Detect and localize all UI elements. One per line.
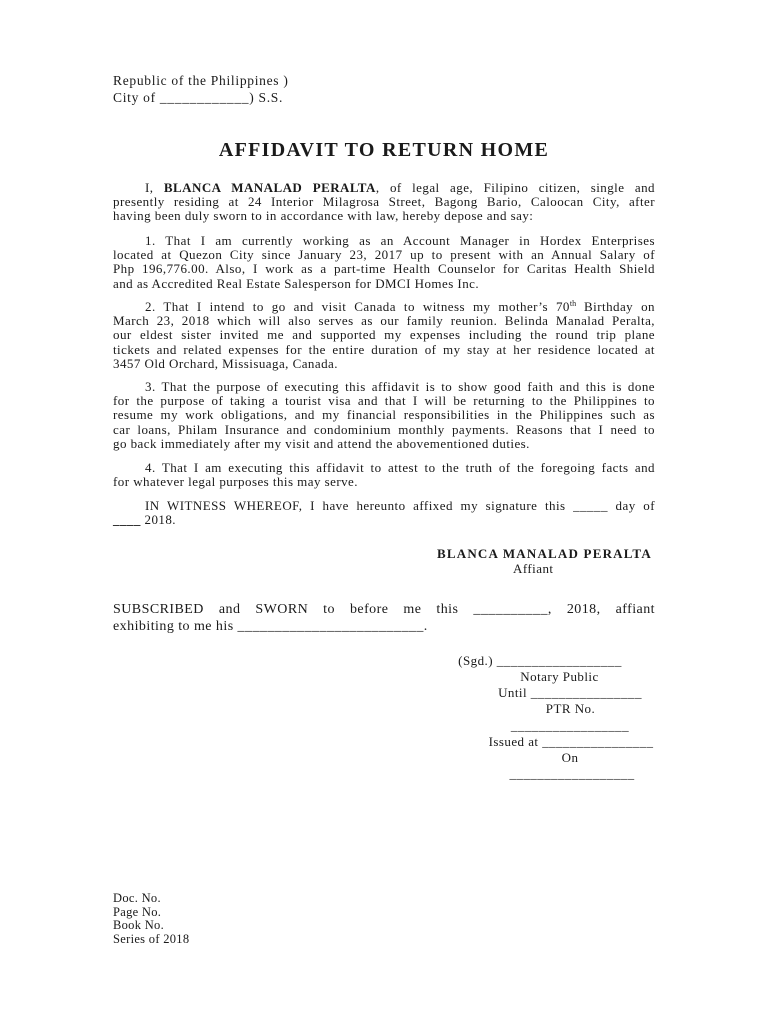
statement-text: 2. That I intend to go and visit Canada to witness my mother’s 70 [145,299,570,314]
ptr-number-blank: _________________ [510,718,630,733]
issued-on-blank: __________________ [509,766,635,781]
page-number: Page No. [113,904,162,919]
statement-line: March 23, 2018 which will also serves as our family reunion. Belinda Manalad Peralta, [113,313,655,329]
notarial-register [113,892,189,947]
jurat-line: SUBSCRIBED and SWORN to before me this __________, 2018, affiant [113,601,655,617]
witness-clause [113,499,655,527]
ptr-label: PTR No. [545,701,596,716]
jurat [113,601,655,635]
statement-line [113,300,655,314]
month-blank: ____ [113,512,141,528]
ordinal-superscript: th [569,299,577,308]
notary-signature-line: (Sgd.) __________________ [458,653,622,668]
statement-2 [113,300,655,371]
statement-line: 1. That I am currently working as an Account Manager in Hordex Enterprises [145,233,655,248]
statement-line: our eldest sister invited me and supported my expenses including the round trip plane [113,327,655,343]
intro-paragraph [113,181,655,224]
intro-line: having been duly sworn to in accordance with law, hereby depose and say: [113,208,534,224]
statement-3 [113,380,655,451]
venue-header [113,72,289,106]
statement-line: go back immediately after my visit and attend the abovementioned duties. [113,435,530,451]
affiant-label: Affiant [513,561,554,576]
statement-line: located at Quezon City since January 23, 2017 up to present with an Annual Salary of [113,247,655,263]
affiant-signature-name: BLANCA MANALAD PERALTA [437,546,652,561]
doc-number: Doc. No. [113,891,161,905]
intro-prefix: I, [145,180,164,195]
intro-line [113,181,655,195]
witness-year: 2018. [140,512,177,528]
statement-line: tickets and related expenses for the entire duration of my stay at her residence located at [113,341,655,357]
series-year: Series of 2018 [113,932,190,947]
notary-title: Notary Public [520,669,599,684]
statement-line: Php 196,776.00. Also, I work as a part-time Health Counselor for Caritas Health Shield [113,261,655,277]
venue-city: City of ____________) S.S. [113,89,284,105]
statement-line: 3457 Old Orchard, Missisuaga, Canada. [113,355,338,371]
intro-rest: , of legal age, Filipino citizen, single and [375,180,655,195]
statement-line: car loans, Philam Insurance and condominium monthly payments. Reasons that I need to [113,421,655,437]
venue-country: Republic of the Philippines ) [113,72,289,88]
statement-line: for the purpose of taking a tourist visa and that I will be returning to the Philippines to [113,393,655,409]
witness-line [113,513,655,527]
statement-line: for whatever legal purposes this may serve. [113,474,358,490]
statement-line: 4. That I am executing this affidavit to attest to the truth of the foregoing facts and [145,460,655,475]
witness-line: IN WITNESS WHEREOF, I have hereunto affixed my signature this _____ day of [145,498,655,513]
issued-at-line: Issued at ________________ [488,734,654,749]
jurat-line: exhibiting to me his _________________________. [113,618,428,634]
issued-on-label: On [561,750,579,765]
statement-text: Birthday on [576,299,655,314]
book-number: Book No. [113,918,165,933]
affiant-name-inline: BLANCA MANALAD PERALTA [163,180,376,195]
statement-line: and as Accredited Real Estate Salesperson for DMCI Homes Inc. [113,275,480,291]
statement-4 [113,461,655,489]
notary-commission-until: Until ________________ [498,685,642,700]
document-title: AFFIDAVIT TO RETURN HOME [218,139,550,161]
statement-line: 3. That the purpose of executing this affidavit is to show good faith and this is done [145,379,655,394]
statement-line: resume my work obligations, and my financial responsibilities in the Philippines such as [113,407,655,423]
statement-1 [113,234,655,291]
intro-line: presently residing at 24 Interior Milagrosa Street, Bagong Bario, Caloocan City, after [113,194,655,210]
